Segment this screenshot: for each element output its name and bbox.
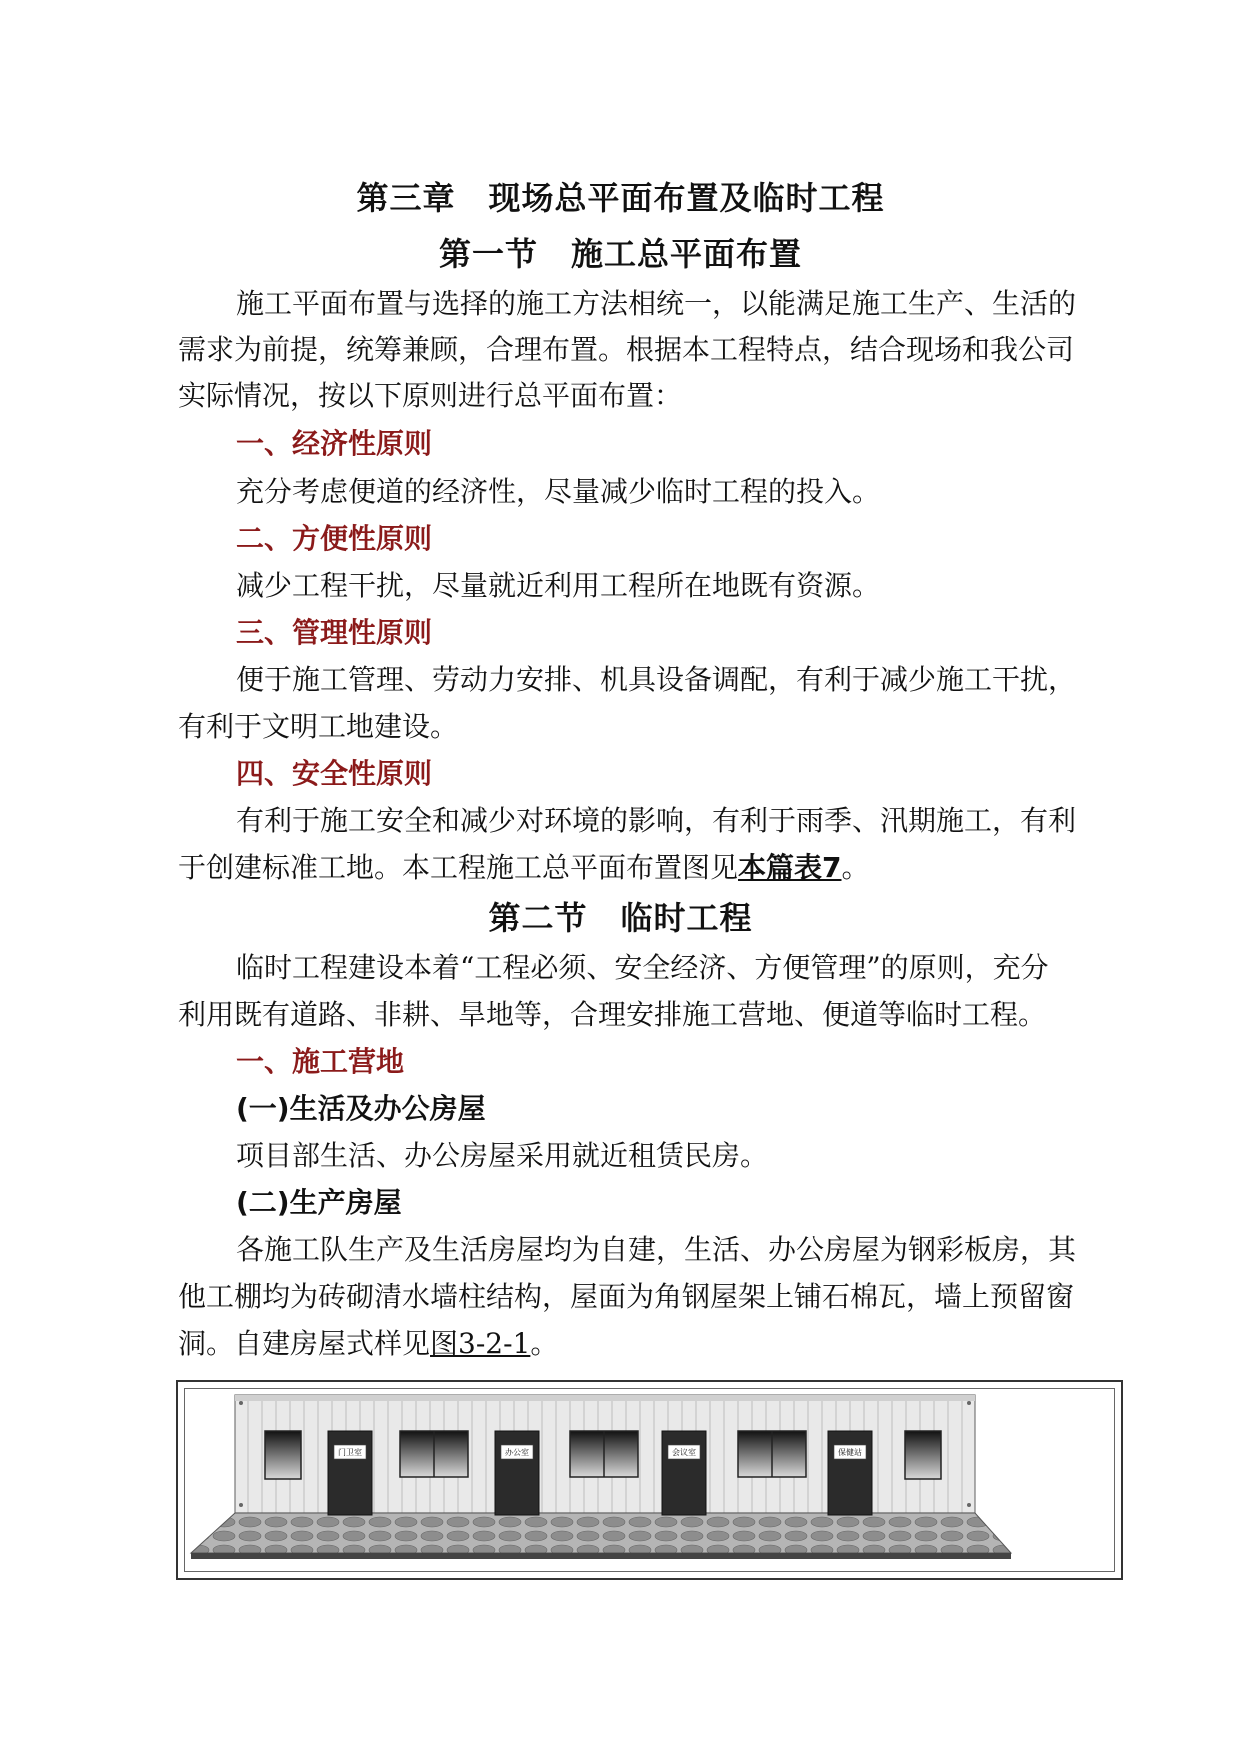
door-4 <box>828 1431 872 1515</box>
principle-heading-4: 四、安全性原则 <box>236 757 433 790</box>
sub2-line-3-prefix: 洞。自建房屋式样见 <box>178 1327 431 1360</box>
sub1-text: 项目部生活、办公房屋采用就近租赁民房。 <box>236 1139 769 1172</box>
window-4 <box>738 1431 806 1477</box>
chapter-title: 第三章 现场总平面布置及临时工程 <box>356 179 885 217</box>
section2-intro-line-2: 利用既有道路、非耕、旱地等，合理安排施工营地、便道等临时工程。 <box>178 998 1047 1031</box>
door-label-4: 保健站 <box>838 1448 862 1457</box>
sub2-line-3 <box>178 1324 1118 1364</box>
principle-text-2: 减少工程干扰，尽量就近利用工程所在地既有资源。 <box>236 569 881 602</box>
door-1 <box>328 1431 372 1515</box>
building-illustration <box>185 1389 1116 1573</box>
principle-text-4b <box>178 848 1118 888</box>
sub2-heading: (二)生产房屋 <box>236 1186 402 1219</box>
principle-text-3a: 便于施工管理、劳动力安排、机具设备调配，有利于减少施工干扰， <box>236 663 1077 696</box>
section1-intro-line-2: 需求为前提，统筹兼顾，合理布置。根据本工程特点，结合现场和我公司 <box>178 333 1075 366</box>
section2-title: 第二节 临时工程 <box>488 899 753 937</box>
sub1-heading: (一)生活及办公房屋 <box>236 1092 486 1125</box>
building-figure <box>176 1380 1123 1580</box>
principle-text-4b-suffix: 。 <box>841 851 870 884</box>
floor-edge <box>191 1553 1011 1559</box>
principle-heading-3: 三、管理性原则 <box>236 616 433 649</box>
principle-heading-1: 一、经济性原则 <box>236 427 433 460</box>
table7-link[interactable]: 本篇表7 <box>738 851 842 884</box>
paving-floor <box>191 1513 1011 1553</box>
section1-intro-line-1: 施工平面布置与选择的施工方法相统一，以能满足施工生产、生活的 <box>236 287 1077 320</box>
window-2 <box>400 1431 468 1477</box>
figure-frame <box>184 1388 1115 1572</box>
section1-title: 第一节 施工总平面布置 <box>438 235 802 273</box>
principle-text-3b: 有利于文明工地建设。 <box>178 710 459 743</box>
door-label-1: 门卫室 <box>338 1448 362 1457</box>
door-label-3: 会议室 <box>672 1448 696 1457</box>
principle-text-4b-prefix: 于创建标准工地。本工程施工总平面布置图见 <box>178 851 739 884</box>
window-5 <box>905 1431 941 1479</box>
door-label-2: 办公室 <box>505 1448 529 1457</box>
principle-heading-2: 二、方便性原则 <box>236 522 433 555</box>
camp-heading: 一、施工营地 <box>236 1045 405 1078</box>
sub2-line-3-suffix: 。 <box>530 1327 559 1360</box>
door-3 <box>662 1431 706 1515</box>
section1-intro-line-3: 实际情况，按以下原则进行总平面布置： <box>178 379 683 412</box>
window-3 <box>570 1431 638 1477</box>
sub2-line-2: 他工棚均为砖砌清水墙柱结构，屋面为角钢屋架上铺石棉瓦，墙上预留窗 <box>178 1280 1075 1313</box>
sub2-line-1: 各施工队生产及生活房屋均为自建，生活、办公房屋为钢彩板房，其 <box>236 1233 1077 1266</box>
window-1 <box>265 1431 301 1479</box>
principle-text-1: 充分考虑便道的经济性，尽量减少临时工程的投入。 <box>236 475 881 508</box>
section2-intro-line-1: 临时工程建设本着“工程必须、安全经济、方便管理”的原则，充分 <box>236 951 1049 984</box>
door-2 <box>495 1431 539 1515</box>
figure-3-2-1-link[interactable]: 图3-2-1 <box>430 1327 531 1360</box>
principle-text-4a: 有利于施工安全和减少对环境的影响，有利于雨季、汛期施工，有利 <box>236 804 1077 837</box>
